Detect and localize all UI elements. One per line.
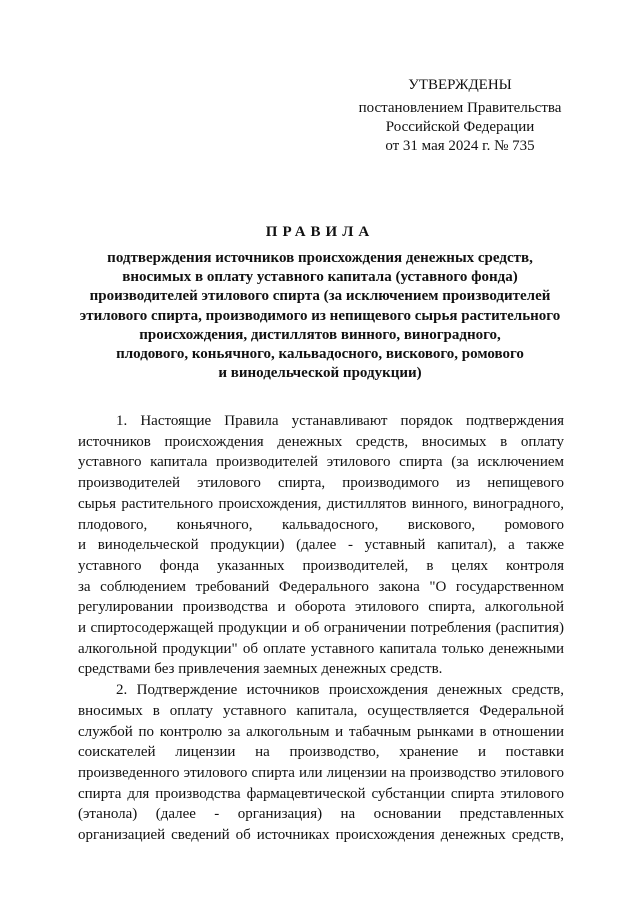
paragraph-line: организацией сведений об источниках происхождения денежных средств, [78, 827, 564, 844]
subtitle-line: производителей этилового спирта (за исключением производителей [89, 288, 551, 305]
paragraph-line: средствами без привлечения заемных денежных средств. [78, 661, 443, 678]
paragraph-line: 2. Подтверждение источников происхождения денежных средств, [116, 682, 564, 699]
paragraph-line: сырья растительного происхождения, дистиллятов винного, виноградного, [78, 495, 564, 512]
paragraph-1 [78, 411, 564, 680]
paragraph-2 [78, 680, 564, 846]
document-body [78, 411, 564, 846]
paragraph-line: производителей этилового спирта, производимого из непищевого [78, 475, 564, 492]
paragraph-line: плодового, коньячного, кальвадосного, вискового, ромового [78, 516, 564, 533]
paragraph-line: за соблюдением требований Федерального закона "О государственном [78, 578, 564, 595]
subtitle-line: вносимых в оплату уставного капитала (уставного фонда) [122, 269, 518, 286]
subtitle-line: подтверждения источников происхождения денежных средств, [107, 250, 533, 266]
paragraph-line: спирта для производства фармацевтической субстанции спирта этилового [78, 785, 564, 802]
subtitle-line: происхождения, дистиллятов винного, виноградного, [139, 326, 501, 343]
document-subtitle [70, 249, 570, 383]
paragraph-line: произведенного этилового спирта или лицензии на производство этилового [78, 764, 564, 781]
paragraph-line: 1. Настоящие Правила устанавливают порядок подтверждения [116, 413, 564, 429]
approval-line-2: Российской Федерации [385, 119, 535, 135]
approval-line-3: от 31 мая 2024 г. № 735 [385, 138, 535, 154]
document-title: ПРАВИЛА [265, 224, 375, 240]
approval-line-1: постановлением Правительства [358, 100, 562, 116]
paragraph-line: службой по контролю за алкогольным и табачным рынками в отношении [78, 723, 564, 740]
paragraph-line: соискателей лицензии на производство, хранение и поставки [78, 744, 564, 761]
paragraph-line: уставного фонда указанных производителей, в целях контроля [78, 557, 564, 574]
paragraph-line: алкогольной продукции" об оплате уставного капитала только денежными [78, 640, 564, 657]
subtitle-line: плодового, коньячного, кальвадосного, вискового, ромового [116, 346, 524, 363]
approval-word: УТВЕРЖДЕНЫ [408, 77, 512, 93]
paragraph-line: и спиртосодержащей продукции и об ограничении потребления (распития) [78, 620, 564, 637]
approval-stamp [340, 76, 580, 156]
subtitle-line: этилового спирта, производимого из непищевого сырья растительного [79, 307, 561, 324]
paragraph-line: и винодельческой продукции) (далее - уставный капитал), а также [78, 537, 564, 554]
paragraph-line: уставного капитала производителей этилового спирта (за исключением [78, 454, 564, 471]
paragraph-line: регулировании производства и оборота этилового спирта, алкогольной [78, 599, 564, 616]
paragraph-line: (этанола) (далее - организация) на основании представленных [78, 806, 564, 823]
paragraph-line: источников происхождения денежных средств, вносимых в оплату [78, 433, 564, 450]
subtitle-line: и винодельческой продукции) [218, 365, 422, 382]
paragraph-line: вносимых в оплату уставного капитала, осуществляется Федеральной [78, 702, 564, 719]
